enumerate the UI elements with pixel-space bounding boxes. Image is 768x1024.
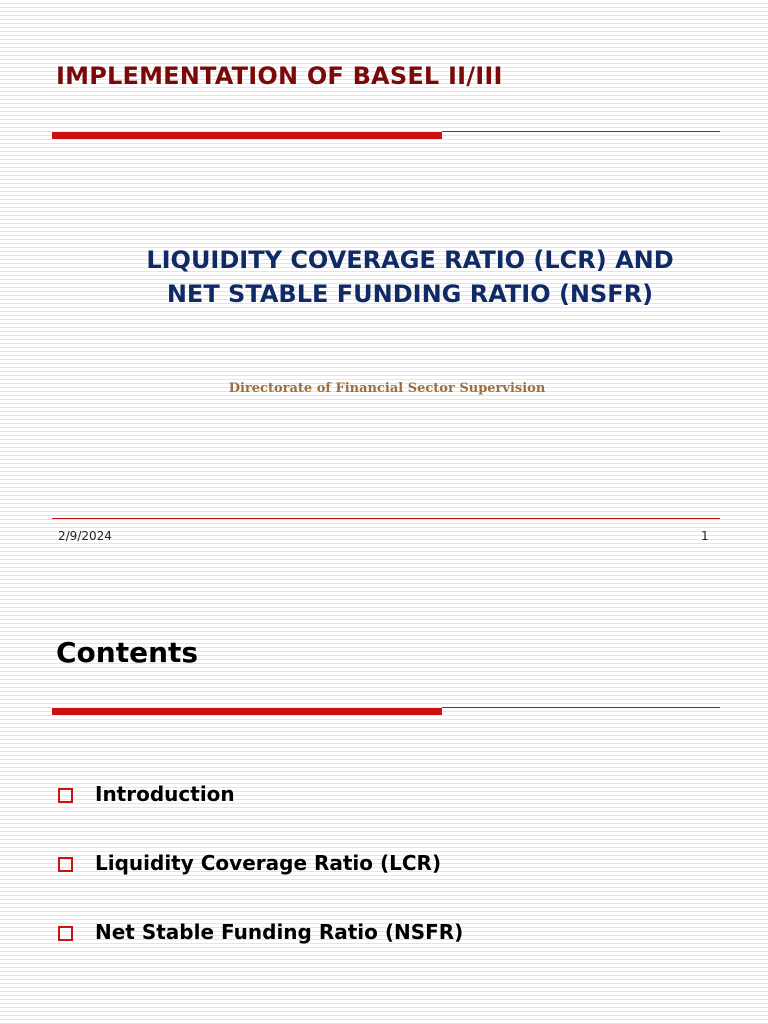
footer-date: 2/9/2024	[58, 529, 112, 543]
contents-rule-thin	[442, 707, 720, 708]
square-bullet-icon	[58, 788, 73, 803]
page-number: 1	[701, 529, 709, 543]
subtitle-line-1: LIQUIDITY COVERAGE RATIO (LCR) AND	[146, 246, 674, 274]
title-rule-thick	[52, 132, 442, 139]
square-bullet-icon	[58, 857, 73, 872]
footer-rule	[52, 518, 720, 519]
square-bullet-icon	[58, 926, 73, 941]
subtitle-line-2: NET STABLE FUNDING RATIO (NSFR)	[166, 280, 654, 308]
contents-item-label: Liquidity Coverage Ratio (LCR)	[95, 851, 442, 875]
contents-heading: Contents	[56, 636, 199, 669]
organization-name: Directorate of Financial Sector Supervision	[228, 381, 546, 396]
contents-item-label: Net Stable Funding Ratio (NSFR)	[95, 920, 464, 944]
title-rule-thin	[442, 131, 720, 132]
slide-title-heading: IMPLEMENTATION OF BASEL II/III	[56, 62, 503, 90]
contents-rule-thick	[52, 708, 442, 715]
presentation-subtitle	[60, 243, 760, 311]
slide-contents	[0, 576, 768, 1024]
contents-item-label: Introduction	[95, 782, 235, 806]
